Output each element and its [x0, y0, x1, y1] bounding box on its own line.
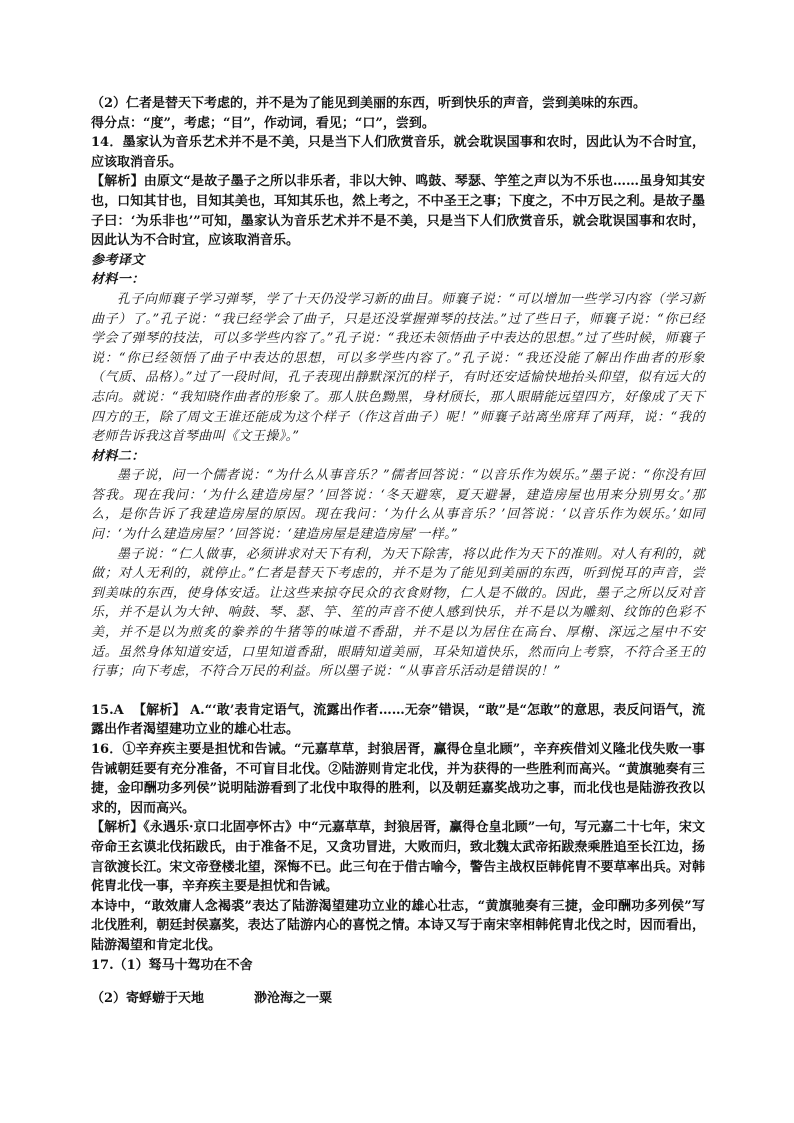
- q14-analysis-text: 由原文“是故子墨子之所以非乐者，非以大钟、鸣鼓、琴瑟、竽笙之声以为不乐也……虽身知其安也，口知其甘也，目知其美也，耳知其乐也，然上考之，不中圣王之事；下度之，不中万民之利。是故子墨子曰：‘为乐非也’”可知，墨家认为音乐艺术并不是不美，只是当下人们欣赏音乐，就会耽误国事和农时，因此认为不合时宜，应该取消音乐。: [91, 174, 705, 249]
- q17-answer-1a: 17.（1）驽马十驾: [91, 957, 201, 973]
- spacer: [91, 682, 705, 701]
- material2-translation-para1: 墨子说，问一个儒者说：“为什么从事音乐？”儒者回答说：“以音乐作为娱乐。”墨子说：“你没有回答我。现在我问：‘为什么建造房屋？’回答说：‘冬天避寒，夏天避暑，建造房屋也用来分别男女。’那么，是你告诉了我建造房屋的原因。现在我问：‘为什么从事音乐？’回答说：‘以音乐作为娱乐。’如同问：‘为什么建造房屋？’回答说：‘建造房屋是建造房屋’一样。”: [91, 468, 705, 543]
- material1-translation: 孔子向师襄子学习弹琴，学了十天仍没学习新的曲目。师襄子说：“可以增加一些学习内容（学习新曲子）了。”孔子说：“我已经学会了曲子，只是还没掌握弹琴的技法。”过了些日子，师襄子说：“你已经学会了弹琴的技法，可以多学些内容了。”孔子说：“我还未领悟曲子中表达的思想。”过了些时候，师襄子说：“你已经领悟了曲子中表达的思想，可以多学些内容了。”孔子说：“我还没能了解出作曲者的形象（气质、品格）。”过了一段时间，孔子表现出静默深沉的样子，有时还安适愉快地抬头仰望，似有远大的志向。就说：“我知晓作曲者的形象了。那人肤色黝黑，身材颀长，那人眼睛能远望四方，好像成了天下四方的王，除了周文王谁还能成为这个样子（作这首曲子）呢！”师襄子站离坐席拜了两拜，说：“我的老师告诉我这首琴曲叫《文王操》。”: [91, 291, 705, 445]
- material2-translation-para2: 墨子说：“仁人做事，必须讲求对天下有利，为天下除害，将以此作为天下的准则。对人有利的，就做；对人无利的，就停止。”仁者是替天下考虑的，并不是为了能见到美丽的东西，听到悦耳的声音，尝到美味的东西，使身体安适。让这些来掠夺民众的衣食财物，仁人是不做的。因此，墨子之所以反对音乐，并不是认为大钟、响鼓、琴、瑟、竽、笙的声音不使人感到快乐，并不是以为雕刻、纹饰的色彩不美，并不是以为煎炙的豢养的牛猪等的味道不香甜，并不是以为居住在高台、厚榭、深远之屋中不安适。虽然身体知道安适，口里知道香甜，眼睛知道美丽，耳朵知道快乐，然而向上考察，不符合圣王的行事；向下考虑，不符合万民的利益。所以墨子说：“从事音乐活动是错误的！”: [91, 546, 705, 680]
- q15-answer: [91, 701, 705, 740]
- q14-analysis: [91, 172, 705, 250]
- material2-label: 材料二：: [91, 448, 145, 464]
- translation-heading: 参考译文: [91, 252, 145, 268]
- q17-line2: [91, 989, 705, 1009]
- q17-line1: [91, 956, 705, 976]
- q16-answer: 16．①辛弃疾主要是担忧和告诫。“元嘉草草，封狼居胥，赢得仓皇北顾”，辛弃疾借刘义隆北伐失败一事告诫朝廷要有充分准备，不可盲目北伐。②陆游则肯定北伐，并为获得的一些胜利而高兴。“黄旗驰奏有三捷，金印酬功多列侯”说明陆游看到了北伐中取得的胜利，以及朝廷嘉奖战功之事，而北伐也是陆游孜孜以求的，因而高兴。: [91, 742, 705, 816]
- q15-number: 15.A: [91, 702, 124, 718]
- analysis-tag: 【解析】: [132, 702, 186, 718]
- q16-analysis: [91, 818, 705, 896]
- q15-analysis-text: A.“‘敢’表肯定语气，流露出作者……无奈”错误，“敢”是“怎敢”的意思，表反问语气，流露出作者渴望建功立业的雄心壮志。: [91, 702, 705, 738]
- q16-analysis-text: 《永遇乐·京口北固亭怀古》中“元嘉草草，封狼居胥，赢得仓皇北顾”一句，写元嘉二十七年，宋文帝命王玄谟北伐拓跋氏，由于准备不足，又贪功冒进，大败而归，致北魏太武帝拓跋焘乘胜追至长江边，扬言欲渡长江。宋文帝登楼北望，深悔不已。此三句在于借古喻今，警告主战权臣韩侂胄不要草率出兵。对韩侂胄北伐一事，辛弃疾主要是担忧和告诫。: [91, 820, 705, 895]
- q17-answer-1b: 功在不舍: [200, 957, 253, 973]
- q17-answer-2b: 渺沧海之一粟: [254, 991, 333, 1007]
- q13-answer-part2: （2）仁者是替天下考虑的，并不是为了能见到美丽的东西，听到快乐的声音，尝到美味的东西。: [91, 96, 647, 111]
- q14-answer: 14．墨家认为音乐艺术并不是不美，只是当下人们欣赏音乐，就会耽误国事和农时，因此认为不合时宜，应该取消音乐。: [91, 135, 705, 170]
- q16-analysis-continued: 本诗中，“敢效庸人念褐裘”表达了陆游渴望建功立业的雄心壮志，“黄旗驰奏有三捷，金印酬功多列侯”写北伐胜利，朝廷封侯嘉奖，表达了陆游内心的喜悦之情。本诗又写于南宋宰相韩侂胄北伐之时，因而看出，陆游渴望和肯定北伐。: [91, 898, 705, 953]
- q13-scoring-points: 得分点：“度”，考虑；“目”，作动词，看见；“口”，尝到。: [91, 115, 435, 131]
- q17-answer-2a: （2）寄蜉蝣于天地: [91, 991, 205, 1007]
- answer-document: [91, 94, 705, 1009]
- analysis-tag: 【解析】: [91, 820, 144, 836]
- analysis-tag: 【解析】: [91, 174, 144, 190]
- material1-label: 材料一：: [91, 272, 145, 288]
